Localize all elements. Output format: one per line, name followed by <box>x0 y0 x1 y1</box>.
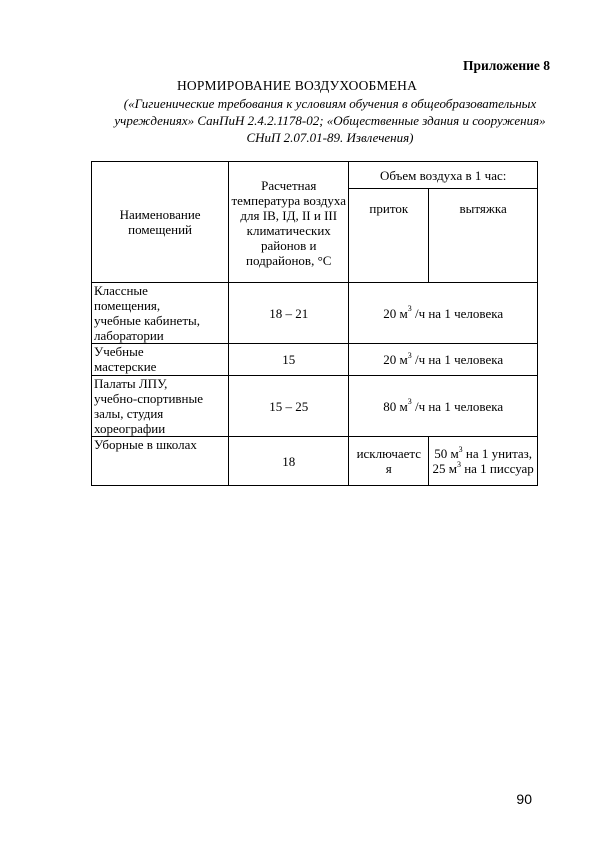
room-name-cell <box>92 344 229 376</box>
superscript: 3 <box>407 350 412 360</box>
room-name-cell <box>92 283 229 344</box>
table-row <box>92 283 538 344</box>
air-volume-text: 80 $м^3$ /ч на 1 человека <box>383 397 504 414</box>
header-room-name <box>92 162 229 283</box>
room-name-cell <box>92 376 229 437</box>
room-name-line: Учебные <box>94 344 144 359</box>
subtitle-line: («Гигиенические требования к условиям обучения в общеобразовательных <box>123 96 537 111</box>
subtitle-line: СНиП 2.07.01-89. Извлечения) <box>246 130 414 145</box>
document-subtitle <box>80 95 580 146</box>
air-volume-cell <box>349 283 538 344</box>
temperature-cell: 15 <box>229 344 349 376</box>
superscript: 3 <box>456 459 461 469</box>
room-name-line: залы, студия <box>94 406 164 421</box>
room-name-line: лаборатории <box>94 328 164 343</box>
temperature-cell: 18 – 21 <box>229 283 349 344</box>
room-name-line: Классные <box>94 283 148 298</box>
room-name-line: хореографии <box>94 421 166 436</box>
air-volume-text: 20 $м^3$ /ч на 1 человека <box>383 304 504 321</box>
page-number: 90 <box>516 791 532 807</box>
room-name-line: учебно-спортивные <box>94 391 204 406</box>
room-name-line: Уборные в школах <box>94 437 197 452</box>
header-outflow: вытяжка <box>429 189 538 283</box>
air-volume-text: 20 $м^3$ /ч на 1 человека <box>383 350 504 367</box>
header-temperature <box>229 162 349 283</box>
header-inflow: приток <box>349 189 429 283</box>
temperature-cell: 15 – 25 <box>229 376 349 437</box>
superscript: 3 <box>458 444 463 454</box>
table-row <box>92 376 538 437</box>
superscript: 3 <box>407 397 412 407</box>
inflow-cell: исключается <box>349 437 429 486</box>
table-row <box>92 437 538 486</box>
room-name-line: Палаты ЛПУ, <box>94 376 168 391</box>
header-air-volume: Объем воздуха в 1 час: <box>349 162 538 189</box>
air-volume-cell <box>349 344 538 376</box>
table-row <box>92 344 538 376</box>
document-title: НОРМИРОВАНИЕ ВОЗДУХООБМЕНА <box>176 78 418 93</box>
room-name-line: помещения, <box>94 298 161 313</box>
room-name-cell <box>92 437 229 486</box>
superscript: 3 <box>407 304 412 314</box>
header-temperature-text: Расчетная температура воздуха для IВ, IД, II и III климатических районов и подрайонов, °С <box>231 177 346 268</box>
room-name-line: учебные кабинеты, <box>94 313 200 328</box>
air-exchange-table <box>91 161 538 486</box>
room-name-line: мастерские <box>94 359 157 374</box>
temperature-cell: 18 <box>229 437 349 486</box>
air-volume-cell <box>349 376 538 437</box>
outflow-cell: 50 $м^3$ на 1 унитаз, 25 $м^3$ на 1 писсуар <box>429 437 538 486</box>
appendix-label: Приложение 8 <box>462 58 550 73</box>
header-room-name-text: Наименование помещений <box>119 207 201 237</box>
subtitle-line: учреждениях» СанПиН 2.4.2.1178-02; «Общественные здания и сооружения» <box>114 113 546 128</box>
